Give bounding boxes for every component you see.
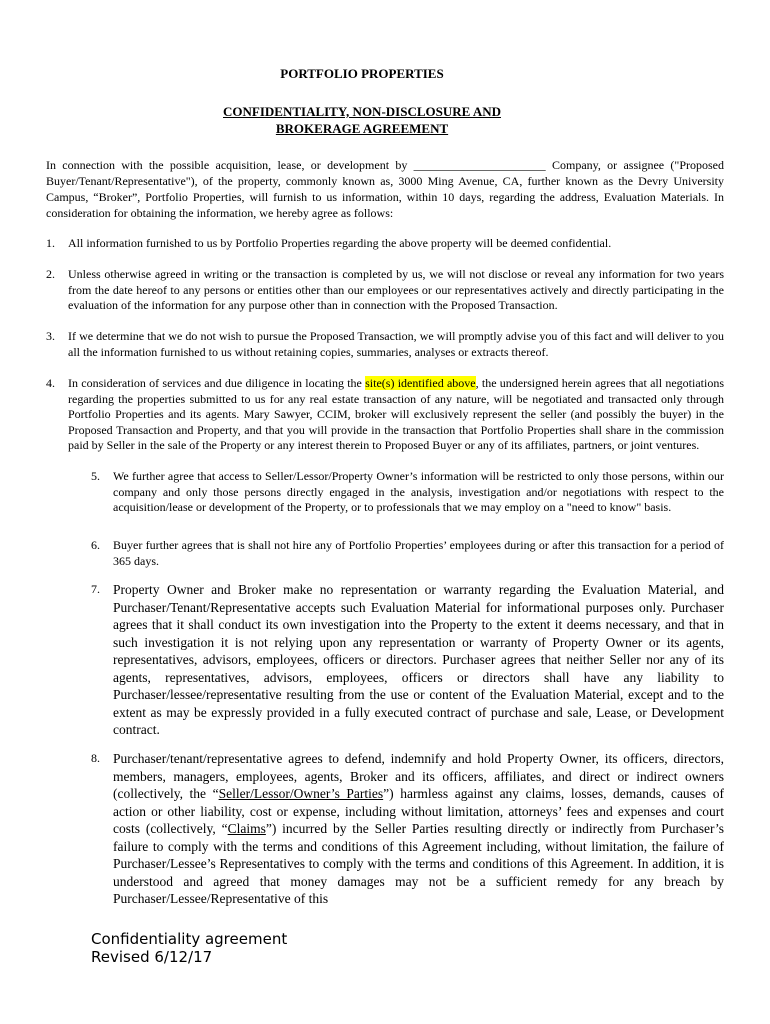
item-text: Buyer further agrees that is shall not hire any of Portfolio Properties’ employees during or after this transaction for a period of 365 days. — [113, 538, 724, 568]
footer-title: Confidentiality agreement — [91, 930, 288, 948]
list-item — [91, 581, 724, 739]
list-item — [46, 376, 724, 454]
item-text: We further agree that access to Seller/Lessor/Property Owner’s information will be restricted to only those persons, within our company and only those persons directly engaged in the analysis, investigation and/or negotiations with respect to the acquisition/lease or development of the Property, or to professionals that we may employ on a "need to know" basis. — [113, 469, 724, 514]
defined-term: Seller/Lessor/Owner’s Parties — [218, 786, 384, 801]
item-text-part: ”) harmless against any claims, losses, demands, causes of action or other liability, cost or expense, including without limitation, attorneys’ fees and expenses and court costs (collectively, “ — [113, 786, 725, 836]
highlighted-text: site(s) identified above — [365, 376, 476, 390]
list-item — [46, 267, 724, 314]
item-text-part: In consideration of services and due diligence in locating the — [68, 376, 366, 390]
item-text: All information furnished to us by Portfolio Properties regarding the above property will be deemed confidential. — [68, 236, 612, 250]
item-text — [113, 750, 724, 908]
list-item — [91, 538, 724, 569]
agreement-title-line2: BROKERAGE AGREEMENT — [275, 121, 449, 136]
item-number: 4. — [46, 376, 55, 390]
item-number: 5. — [91, 469, 100, 483]
item-text: If we determine that we do not wish to pursue the Proposed Transaction, we will promptly advise you of this fact and will deliver to you all the information furnished to us without retaining copies, summaries, analyses or extracts thereof. — [68, 329, 724, 359]
list-item — [46, 236, 724, 252]
list-item — [46, 329, 724, 360]
footer-revision: Revised 6/12/17 — [91, 948, 213, 966]
list-item — [91, 750, 724, 908]
item-text-part: , the undersigned herein agrees that all negotiations regarding the properties submitted to us for any real estate transaction of any nature, will be negotiated and transacted only through Portfolio Properties and its agents. Mary Sawyer, CCIM, broker will exclusively represent the seller (and possibly the buyer) in the Proposed Transaction and Property, and that you will provide in the transaction that Portfolio Properties shall share in the commission paid by Seller in the sale of the Property or any interest therein to Proposed Buyer or any of its affiliates, partners, or joint ventures. — [68, 376, 725, 452]
item-number: 2. — [46, 267, 55, 281]
item-text — [68, 376, 724, 454]
item-number: 7. — [91, 582, 100, 596]
item-text: Unless otherwise agreed in writing or the transaction is completed by us, we will not disclose or reveal any information for two years from the date hereof to any persons or entities other than our employees or our representatives actively and directly participating in the evaluation of the information for any purpose other than in connection with the Proposed Transaction. — [68, 267, 724, 312]
agreement-title-line1: CONFIDENTIALITY, NON-DISCLOSURE AND — [223, 104, 501, 119]
item-number: 1. — [46, 236, 55, 250]
item-text-part: ”) incurred by the Seller Parties resulting directly or indirectly from Purchaser’s failure to comply with the terms and conditions of this Agreement including, without limitation, the failure of Purchaser/Lessee’s Representatives to comply with the terms and conditions of this Agreement. In addition, it is understood and agreed that money damages may not be a sufficient remedy for any breach by Purchaser/Lessee/Representative of this — [113, 821, 724, 906]
page-footer — [91, 930, 287, 966]
item-number: 8. — [91, 751, 100, 765]
intro-paragraph: In connection with the possible acquisition, lease, or development by ______________________ Company, or assignee ("Proposed Buyer/Tenant/Representative"), of the property, commonly known as, 3000 Ming Avenue, CA, further known as the Devry University Campus, “Broker”, Portfolio Properties, will furnish to us information, within 10 days, regarding the address, Evaluation Materials. In consideration for obtaining the information, we hereby agree as follows: — [46, 158, 724, 220]
item-text: Property Owner and Broker make no representation or warranty regarding the Evaluation Material, and Purchaser/Tenant/Representative accepts such Evaluation Material for informational purposes only. Purchaser agrees that it shall conduct its own investigation into the Property to the extent it deems necessary, and that in such investigation it is not relying upon any representation or warranty of Property Owner or its agents, representatives, advisors, employees, officers or directors. Purchaser agrees that neither Seller nor any of its agents, representatives, advisors, employees, officers or directors shall have any liability to Purchaser/lessee/representative resulting from the use or content of the Evaluation Material, except and to the extent as may be expressly provided in a fully executed contract of purchase and sale, Lease, or Development contract. — [113, 582, 724, 737]
item-text-part: Purchaser/tenant/representative agrees to defend, indemnify and hold Property Owner, its officers, directors, members, managers, employees, agents, Broker and its officers, affiliates, and direct or indirect owners (collectively, the “ — [113, 751, 724, 801]
list-item — [91, 469, 724, 516]
defined-term: Claims — [227, 821, 266, 836]
item-number: 6. — [91, 538, 100, 552]
company-heading: PORTFOLIO PROPERTIES — [280, 66, 444, 81]
item-number: 3. — [46, 329, 55, 343]
